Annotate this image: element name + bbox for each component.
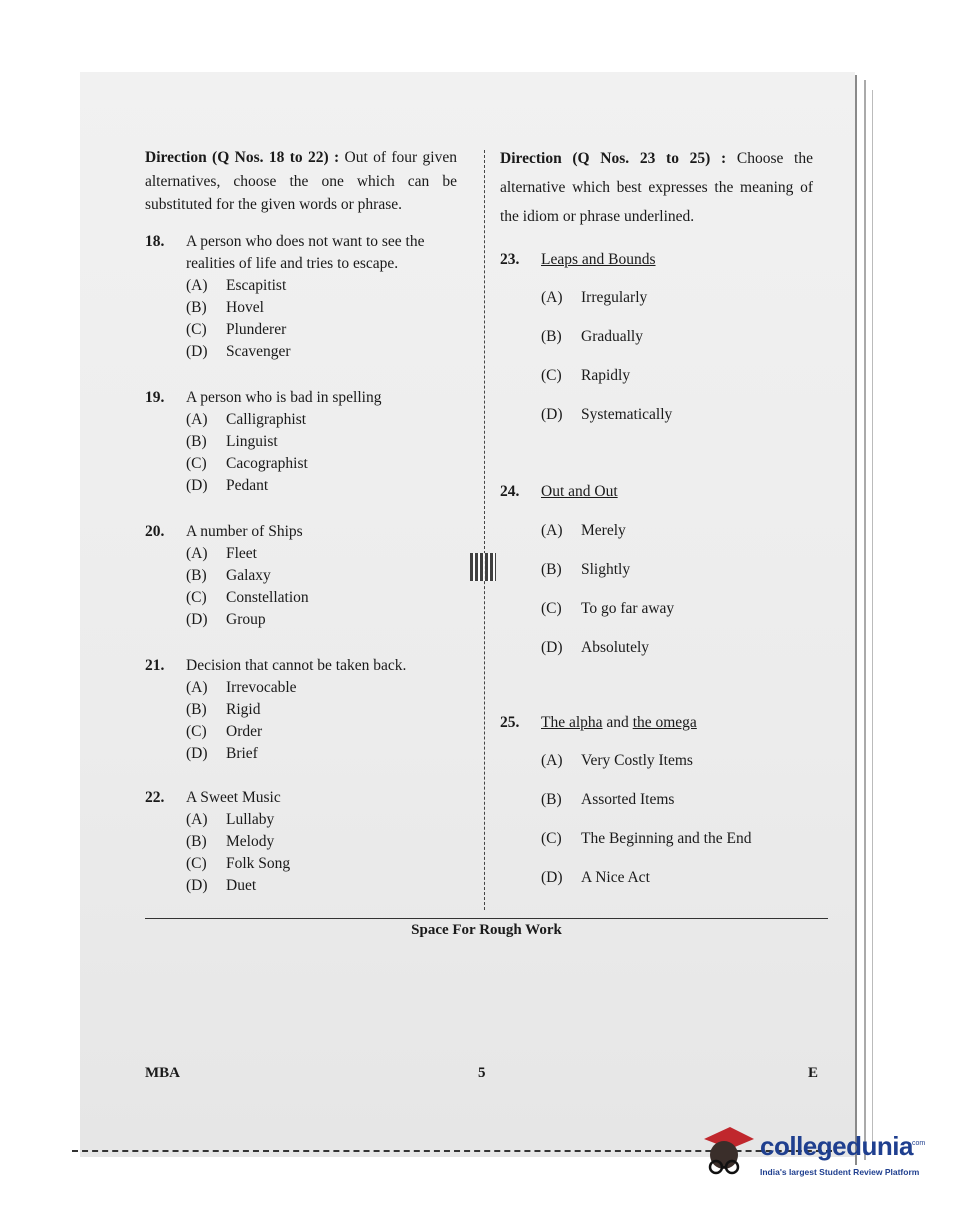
question-number: 25. (500, 714, 520, 731)
option[interactable]: (A) Fleet (186, 544, 257, 562)
option[interactable]: (A) Very Costly Items (541, 752, 693, 769)
question-19 (145, 387, 457, 497)
footer-left: MBA (145, 1065, 180, 1081)
question-23 (500, 249, 813, 426)
option[interactable]: (C) Folk Song (186, 854, 291, 872)
question-24 (500, 481, 813, 659)
page-number: 5 (478, 1065, 486, 1081)
collegedunia-logo (700, 1125, 930, 1185)
rough-work-heading: Space For Rough Work (411, 922, 562, 938)
option[interactable]: (B) Assorted Items (541, 791, 675, 808)
option[interactable]: (D) Absolutely (541, 639, 650, 656)
option[interactable]: (A) Lullaby (186, 810, 275, 828)
question-text: Out and Out (541, 483, 618, 500)
question-18 (145, 231, 457, 363)
question-21 (145, 655, 457, 765)
footer-right: E (808, 1065, 819, 1081)
option[interactable]: (D) Duet (186, 876, 257, 894)
option[interactable]: (D) A Nice Act (541, 869, 650, 886)
option[interactable]: (B) Slightly (541, 561, 631, 578)
option[interactable]: (D) Group (186, 610, 266, 628)
page-edge-line (872, 90, 873, 1150)
page-edge-line (864, 80, 866, 1160)
question-number: 20. (145, 522, 165, 540)
right-column (500, 144, 813, 889)
option[interactable]: (D) Pedant (186, 476, 269, 494)
option[interactable]: (B) Hovel (186, 298, 264, 316)
option[interactable]: (C) The Beginning and the End (541, 830, 752, 847)
option[interactable]: (A) Irrevocable (186, 678, 297, 696)
option[interactable]: (B) Rigid (186, 700, 261, 718)
question-number: 18. (145, 232, 165, 250)
option[interactable]: (A) Calligraphist (186, 410, 307, 428)
option[interactable]: (C) Plunderer (186, 320, 287, 338)
direction-text: Direction (Q Nos. 18 to 22) : Out of four given alternatives, choose the one which can be substituted for the given words or phrase. (145, 149, 457, 213)
question-text: A number of Ships (186, 522, 303, 540)
option[interactable]: (B) Galaxy (186, 566, 271, 584)
option[interactable]: (A) Irregularly (541, 289, 648, 306)
question-20 (145, 521, 457, 631)
option[interactable]: (C) To go far away (541, 600, 675, 617)
question-text: Decision that cannot be taken back. (186, 656, 407, 674)
left-column (145, 146, 457, 897)
option[interactable]: (C) Constellation (186, 588, 309, 606)
question-number: 19. (145, 388, 165, 406)
logo-suffix: .com (910, 1140, 926, 1147)
question-text: The alpha and the omega (541, 714, 697, 731)
question-25 (500, 712, 813, 889)
page-edge-line (855, 75, 857, 1165)
qr-code-icon (470, 553, 496, 581)
option[interactable]: (D) Systematically (541, 406, 673, 423)
option[interactable]: (D) Brief (186, 744, 258, 762)
logo-wordmark: collegedunia (760, 1131, 913, 1161)
question-number: 24. (500, 483, 520, 500)
option[interactable]: (B) Gradually (541, 328, 643, 345)
option[interactable]: (D) Scavenger (186, 342, 291, 360)
rough-work-divider (145, 918, 828, 919)
question-text: A person who does not want to see the realities of life and tries to escape. (186, 232, 425, 272)
option[interactable]: (B) Linguist (186, 432, 278, 450)
question-text: Leaps and Bounds (541, 251, 656, 268)
question-number: 23. (500, 251, 520, 268)
question-text: A person who is bad in spelling (186, 388, 382, 406)
mascot-icon (700, 1125, 756, 1185)
option[interactable]: (C) Cacographist (186, 454, 308, 472)
question-text: A Sweet Music (186, 788, 281, 806)
question-number: 21. (145, 656, 165, 674)
column-divider (484, 150, 485, 910)
logo-tagline: India's largest Student Review Platform (760, 1167, 920, 1177)
direction-text: Direction (Q Nos. 23 to 25) : Choose the alternative which best expresses the meaning of the idiom or phrase underlined. (500, 150, 813, 225)
option[interactable]: (A) Merely (541, 522, 626, 539)
option[interactable]: (A) Escapitist (186, 276, 287, 294)
question-number: 22. (145, 788, 165, 806)
option[interactable]: (C) Order (186, 722, 263, 740)
option[interactable]: (C) Rapidly (541, 367, 631, 384)
question-22 (145, 787, 457, 897)
option[interactable]: (B) Melody (186, 832, 275, 850)
